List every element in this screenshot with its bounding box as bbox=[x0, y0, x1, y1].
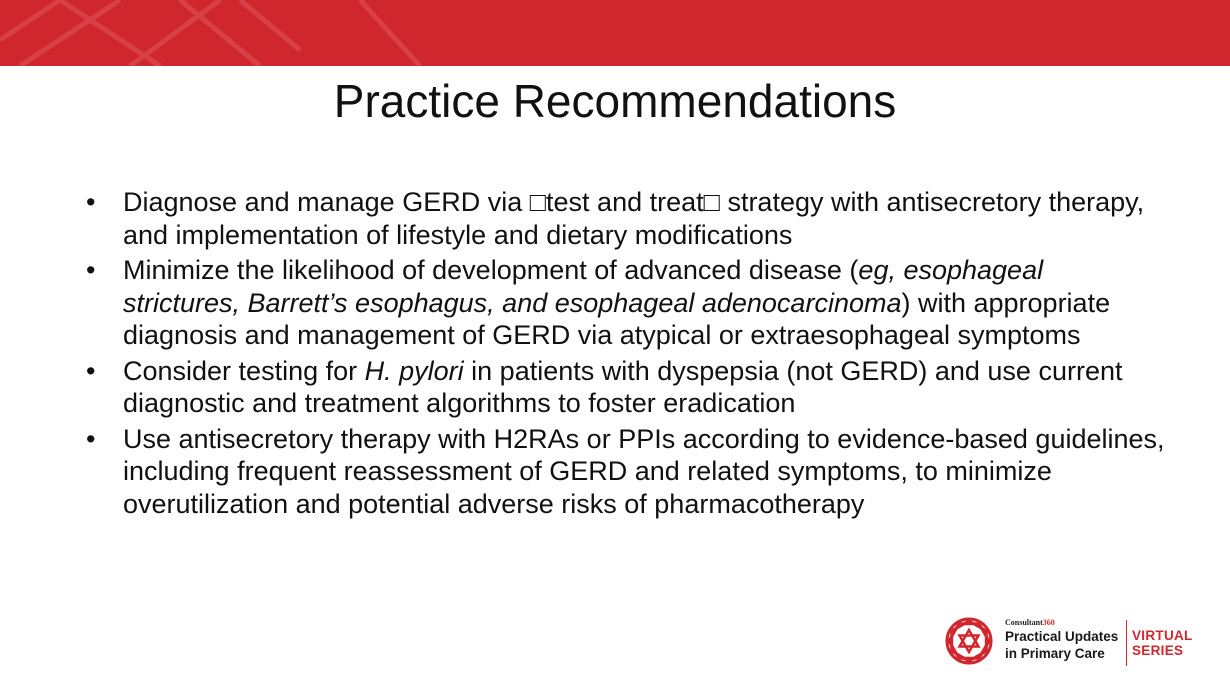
logo-brand-name: Consultant bbox=[1005, 618, 1043, 627]
logo-line-2: in Primary Care bbox=[1005, 646, 1105, 661]
header-banner bbox=[0, 0, 1230, 66]
bullet-marker: • bbox=[86, 187, 96, 217]
recommendation-text: Use antisecretory therapy with H2RAs or PPIs according to evidence-based guidelines, including frequent reassessment of GERD and related symptoms, to minimize overutilization and potential adverse risks of pharmacotherapy bbox=[123, 423, 1165, 519]
bullet-marker: • bbox=[86, 423, 96, 454]
slide-title: Practice Recommendations bbox=[333, 75, 897, 127]
consultant360-logo bbox=[944, 616, 1214, 670]
logo-series-line-1: VIRTUAL bbox=[1132, 628, 1193, 643]
recommendation-text: in patients with dyspepsia (not GERD) and use current diagnostic and treatment algorithms to foster eradication bbox=[123, 355, 1123, 418]
recommendation-italic-text: eg, esophageal strictures, Barrett’s esophagus, and esophageal adenocarcinoma bbox=[123, 255, 1044, 318]
logo-series bbox=[1132, 628, 1193, 658]
logo-brand-number: 360 bbox=[1042, 618, 1055, 627]
logo-series-line-2: SERIES bbox=[1132, 643, 1184, 658]
recommendation-item bbox=[86, 186, 1166, 251]
recommendation-item bbox=[86, 254, 1166, 352]
recommendation-text: ) with appropriate diagnosis and management of GERD via atypical or extraesophageal symptoms bbox=[123, 287, 1111, 350]
recommendation-item bbox=[86, 423, 1166, 521]
bullet-marker: • bbox=[86, 355, 96, 386]
recommendation-text: Consider testing for bbox=[123, 355, 365, 386]
logo-line-1: Practical Updates bbox=[1005, 629, 1119, 644]
logo-geometric-icon bbox=[944, 616, 994, 666]
recommendation-italic-text: H. pylori bbox=[364, 355, 464, 386]
logo-text bbox=[1005, 618, 1118, 662]
bullet-marker: • bbox=[86, 255, 96, 285]
recommendation-text: Minimize the likelihood of development of advanced disease ( bbox=[123, 255, 859, 285]
recommendation-item bbox=[86, 355, 1166, 420]
logo-brand bbox=[1005, 618, 1118, 628]
logo-divider bbox=[1126, 620, 1127, 666]
recommendation-list bbox=[86, 186, 1166, 523]
recommendation-text: Diagnose and manage GERD via □test and treat□ strategy with antisecretory therapy, and implementation of lifestyle and dietary modifications bbox=[123, 187, 1145, 250]
banner-graphic bbox=[0, 0, 1230, 66]
